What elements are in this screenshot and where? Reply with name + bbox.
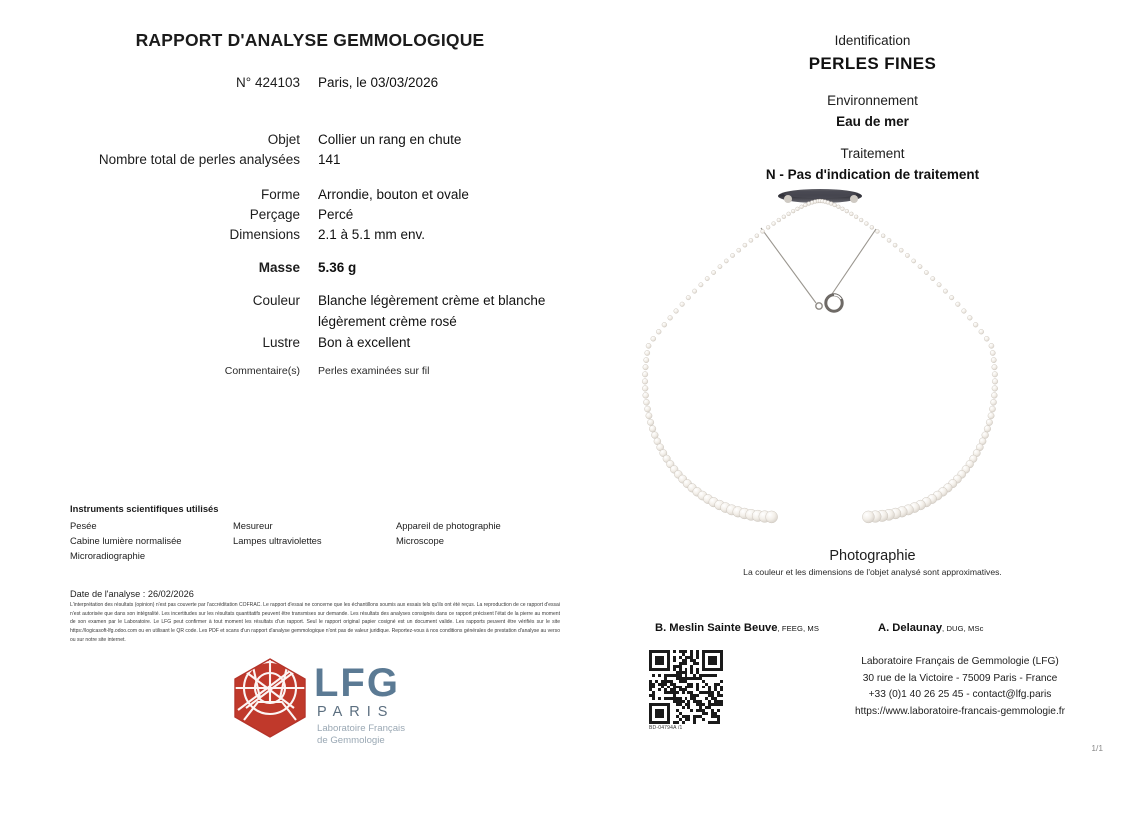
instruments-grid [70, 518, 570, 564]
field-value-lustre: Bon à excellent [318, 335, 411, 350]
qr-code[interactable] [649, 650, 723, 731]
necklace-photograph [630, 185, 1115, 545]
field-value-masse: 5.36 g [318, 260, 357, 275]
field-value-forme: Arrondie, bouton et ovale [318, 187, 469, 202]
lfg-tagline-line1: Laboratoire Français [317, 723, 405, 734]
field-row-objet [65, 130, 628, 150]
field-label-masse: Masse [258, 260, 300, 275]
photo-caption: Photographie [829, 548, 916, 564]
field-row-percage [65, 205, 628, 225]
field-label-percage: Perçage [249, 207, 300, 222]
field-row-nombre-perles [65, 150, 628, 170]
qr-code-label: BD-04794A /1 [649, 725, 683, 731]
instruments-column-1 [70, 518, 233, 564]
signature-2-credentials: , DUG, MSc [942, 624, 984, 633]
environment-value: Eau de mer [836, 114, 909, 129]
field-label-nombre-perles: Nombre total de perles analysées [98, 152, 300, 167]
hexagon-gem-icon [232, 658, 308, 738]
lab-phone-email: +33 (0)1 40 26 25 45 - contact@lfg.paris [868, 689, 1052, 701]
field-label-couleur: Couleur [252, 293, 300, 308]
instrument-item: Cabine lumière normalisée [70, 535, 182, 547]
identification-label: Identification [834, 33, 911, 48]
lab-name: Laboratoire Français de Gemmologie (LFG) [861, 656, 1059, 667]
field-label-objet: Objet [267, 132, 300, 147]
field-row-lustre [65, 333, 628, 353]
field-row-dimensions [65, 225, 628, 245]
field-value-objet: Collier un rang en chute [318, 132, 462, 147]
instruments-column-3 [396, 518, 570, 564]
field-row-couleur-cont [65, 312, 628, 332]
field-label-lustre: Lustre [262, 335, 300, 350]
qr-code-matrix[interactable] [649, 650, 723, 724]
instrument-item: Mesureur [233, 520, 273, 531]
lfg-tagline-line2: de Gemmologie [317, 735, 385, 747]
field-row-commentaires [65, 364, 628, 379]
lfg-wordmark: LFG [314, 661, 400, 705]
analysis-date: Date de l'analyse : 26/02/2026 [70, 589, 194, 599]
environment-label: Environnement [827, 93, 918, 108]
laboratory-contact [795, 654, 1125, 720]
field-value-nombre-perles: 141 [318, 152, 341, 167]
instrument-item: Microradiographie [70, 550, 146, 562]
signature-1-credentials: , FEEG, MS [777, 624, 819, 633]
identification-value: PERLES FINES [808, 54, 937, 73]
field-value-dimensions: 2.1 à 5.1 mm env. [318, 227, 426, 242]
field-label-forme: Forme [260, 187, 300, 202]
field-value-percage: Percé [318, 207, 354, 222]
field-label-commentaires: Commentaire(s) [224, 365, 300, 377]
treatment-label: Traitement [840, 146, 905, 161]
field-label-couleur-cont [65, 312, 318, 332]
page-number: 1/1 [1091, 743, 1103, 753]
signature-1-name: B. Meslin Sainte Beuve [655, 622, 778, 634]
instruments-section [70, 503, 570, 564]
field-label-dimensions: Dimensions [229, 227, 300, 242]
instrument-item: Pesée [70, 520, 97, 531]
report-number-row [65, 73, 628, 93]
instrument-item: Appareil de photographie [396, 520, 501, 531]
lfg-logo [232, 658, 405, 748]
page-title: RAPPORT D'ANALYSE GEMMOLOGIQUE [135, 30, 485, 50]
field-row-couleur [65, 291, 628, 311]
field-row-masse [65, 258, 628, 278]
right-column [620, 0, 1125, 813]
lfg-logo-text [314, 658, 405, 748]
signature-2-name: A. Delaunay [878, 622, 943, 634]
report-number: N° 424103 [236, 75, 300, 90]
lfg-city: PARIS [317, 704, 395, 720]
instrument-item: Lampes ultraviolettes [233, 535, 322, 547]
field-value-couleur-line1: Blanche légèrement crème et blanche [318, 293, 546, 308]
treatment-value: N - Pas d'indication de traitement [765, 167, 980, 182]
instruments-title: Instruments scientifiques utilisés [70, 503, 219, 514]
field-value-commentaires: Perles examinées sur fil [318, 365, 430, 377]
report-place-date: Paris, le 03/03/2026 [318, 75, 439, 90]
field-row-forme [65, 185, 628, 205]
lab-website[interactable]: https://www.laboratoire-francais-gemmologie.fr [854, 705, 1066, 717]
instrument-item: Microscope [396, 535, 444, 547]
legal-disclaimer: L'interprétation des résultats (opinion) n'est pas couverte par l'accréditation COFRAC. Le rapport d'essai ne concerne que les échantillons soumis aux essais tels qu'ils ont été reçus. La reproduction de ce rapport d'essai n'est autorisée que dans son intégralité. Les incertitudes sur les résultats quantitatifs peuvent être transmises sur demande. Les résultats des analyses consignés dans ce rapport précisent l'état de la pierre au moment de son examen par le Laboratoire. Le LFG peut confirmer à tout moment les résultats d'un rapport. Seul le rapport original papier cosigné est un document valide. Les rapports peuvent être vérifiés sur le site https://logicasoft-lfg.odoo.com ou en utilisant le QR code. Les PDF et scans d'un rapport d'analyse gemmologique n'ont pas de valeur juridique. Reportez-vous à nos conditions générales de prestation d'analyse au verso ou sur notre site internet. [70, 602, 560, 643]
lab-address: 30 rue de la Victoire - 75009 Paris - France [862, 672, 1058, 684]
signature-1 [655, 622, 819, 634]
signature-2 [878, 622, 984, 634]
photo-note: La couleur et les dimensions de l'objet analysé sont approximatives. [743, 567, 1002, 577]
field-value-couleur-line2: légèrement crème rosé [318, 314, 457, 329]
instruments-column-2 [233, 518, 396, 564]
